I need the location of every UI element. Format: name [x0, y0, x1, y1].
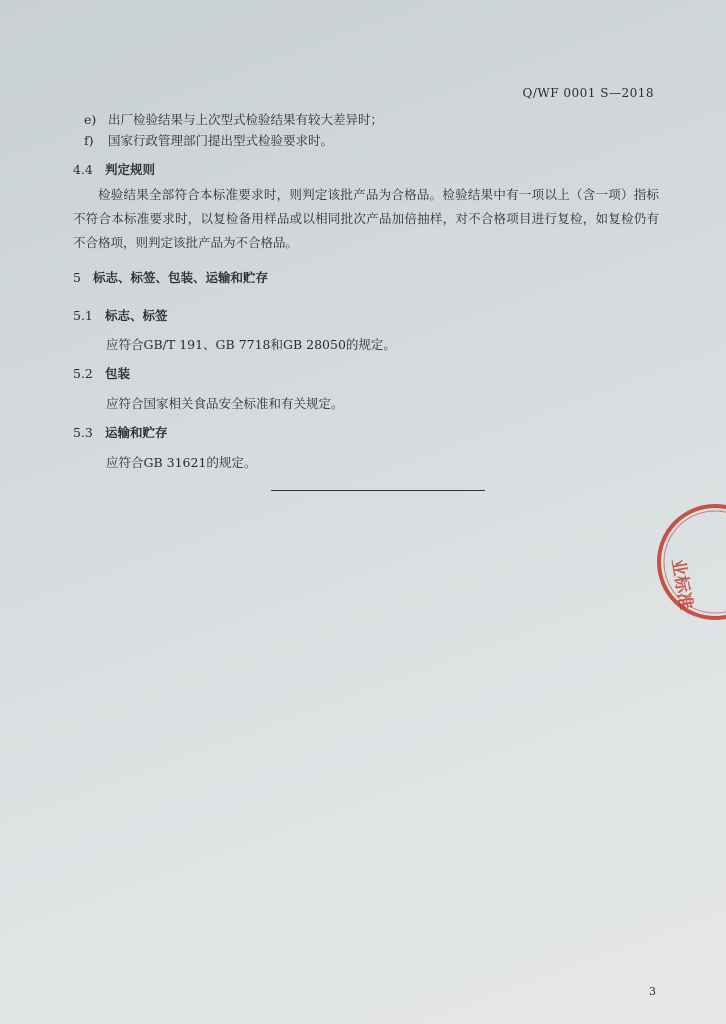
section-heading-5: [73, 268, 268, 286]
section-title: 包装: [105, 366, 131, 381]
list-item-text: 出厂检验结果与上次型式检验结果有较大差异时；: [108, 112, 384, 127]
section-number: 5.1: [73, 308, 93, 323]
page-number: 3: [649, 985, 656, 998]
section-number: 5.2: [73, 366, 93, 381]
section-5-1-text: 应符合GB/T 191、GB 7718和GB 28050的规定。: [106, 337, 396, 352]
list-item-key: f): [84, 133, 94, 148]
section-number: 4.4: [73, 162, 93, 177]
section-heading-5-1: [73, 306, 168, 324]
list-item-f: [84, 131, 333, 149]
section-5-2-text: 应符合国家相关食品安全标准和有关规定。: [106, 396, 344, 411]
section-heading-5-3: [73, 423, 168, 441]
list-item-e: [84, 110, 383, 128]
section-heading-5-2: [73, 364, 130, 382]
section-title: 判定规则: [105, 162, 156, 177]
seal-text: 业标准: [667, 557, 696, 612]
standard-code-header: Q/WF 0001 S—2018: [522, 86, 654, 100]
section-number: 5: [73, 270, 81, 285]
section-number: 5.3: [73, 425, 93, 440]
list-item-key: e): [84, 112, 97, 127]
list-item-text: 国家行政管理部门提出型式检验要求时。: [108, 133, 334, 148]
section-5-3-text: 应符合GB 31621的规定。: [106, 455, 257, 470]
section-title: 标志、标签: [105, 308, 168, 323]
seal-stamp: [610, 500, 726, 625]
section-4-4-paragraph: 检验结果全部符合本标准要求时，则判定该批产品为合格品。检验结果中有一项以上（含一项）指标不符合本标准要求时，以复检备用样品或以相同批次产品加倍抽样，对不合格项目进行复检，如复检仍有不合格项，则判定该批产品为不合格品。: [73, 187, 659, 250]
section-title: 标志、标签、包装、运输和贮存: [93, 270, 269, 285]
section-heading-4-4: [73, 160, 155, 178]
end-rule: [271, 490, 485, 491]
section-title: 运输和贮存: [105, 425, 168, 440]
